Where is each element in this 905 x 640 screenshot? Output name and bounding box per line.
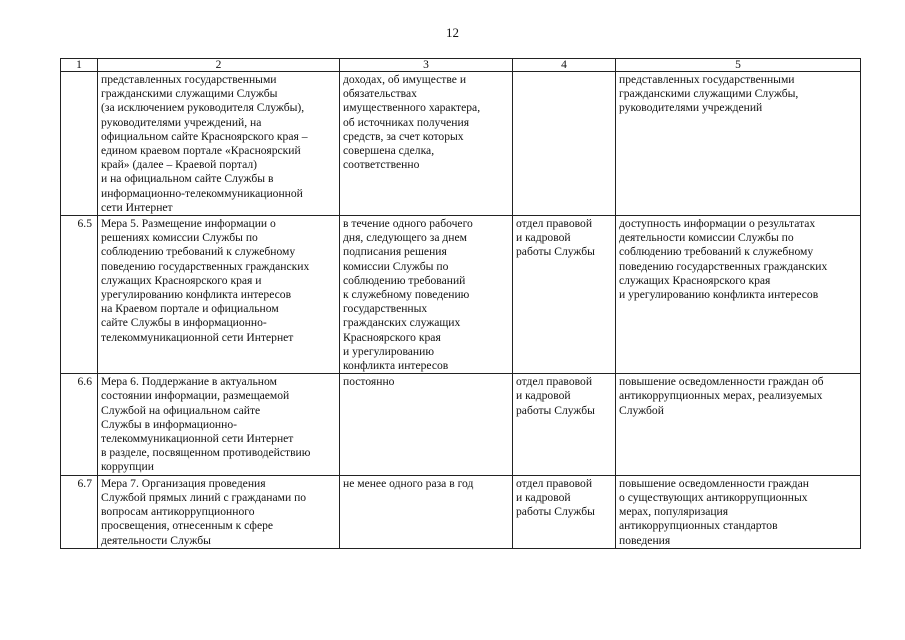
column-header-1: 1 bbox=[61, 59, 98, 72]
executor-cell: отдел правовой и кадровой работы Службы bbox=[513, 475, 616, 548]
row-number: 6.5 bbox=[61, 216, 98, 374]
table-row bbox=[61, 72, 861, 216]
term-cell: не менее одного раза в год bbox=[340, 475, 513, 548]
term-cell: доходах, об имуществе и обязательствах имущественного характера, об источниках получения средств, за счет которых совершена сделка, соответственно bbox=[340, 72, 513, 216]
result-cell: повышение осведомленности граждан об антикоррупционных мерах, реализуемых Службой bbox=[616, 374, 861, 475]
column-header-3: 3 bbox=[340, 59, 513, 72]
executor-cell bbox=[513, 72, 616, 216]
result-cell: представленных государственными гражданскими служащими Службы, руководителями учреждений bbox=[616, 72, 861, 216]
executor-cell: отдел правовой и кадровой работы Службы bbox=[513, 216, 616, 374]
measure-cell: представленных государственными гражданскими служащими Службы (за исключением руководителя Службы), руководителями учреждений, на официальном сайте Красноярского края – едином краевом портале «Красноярский край» (далее – Краевой портал) и на официальном сайте Службы в информационно-телекоммуникационной сети Интернет bbox=[98, 72, 340, 216]
term-cell: в течение одного рабочего дня, следующего за днем подписания решения комиссии Службы по соблюдению требований к служебному поведению государственных гражданских служащих Красноярского края и урегулированию конфликта интересов bbox=[340, 216, 513, 374]
term-cell: постоянно bbox=[340, 374, 513, 475]
table-row bbox=[61, 475, 861, 548]
measure-cell: Мера 7. Организация проведения Службой прямых линий с гражданами по вопросам антикоррупционного просвещения, отнесенным к сфере деятельности Службы bbox=[98, 475, 340, 548]
table-row bbox=[61, 216, 861, 374]
row-number bbox=[61, 72, 98, 216]
row-number: 6.6 bbox=[61, 374, 98, 475]
page-number: 12 bbox=[446, 25, 459, 40]
table-header-row bbox=[61, 59, 861, 72]
measure-cell: Мера 6. Поддержание в актуальном состоянии информации, размещаемой Службой на официальном сайте Службы в информационно- телекоммуникационной сети Интернет в разделе, посвященном противодействию коррупции bbox=[98, 374, 340, 475]
column-header-4: 4 bbox=[513, 59, 616, 72]
table-row bbox=[61, 374, 861, 475]
measure-cell: Мера 5. Размещение информации о решениях комиссии Службы по соблюдению требований к служебному поведению государственных гражданских служащих Красноярского края и урегулированию конфликта интересов на Краевом портале и официальном сайте Службы в информационно- телекоммуникационной сети Интернет bbox=[98, 216, 340, 374]
measures-table bbox=[60, 58, 861, 549]
executor-cell: отдел правовой и кадровой работы Службы bbox=[513, 374, 616, 475]
result-cell: повышение осведомленности граждан о существующих антикоррупционных мерах, популяризация антикоррупционных стандартов поведения bbox=[616, 475, 861, 548]
result-cell: доступность информации о результатах деятельности комиссии Службы по соблюдению требований к служебному поведению государственных гражданских служащих Красноярского края и урегулированию конфликта интересов bbox=[616, 216, 861, 374]
row-number: 6.7 bbox=[61, 475, 98, 548]
column-header-2: 2 bbox=[98, 59, 340, 72]
column-header-5: 5 bbox=[616, 59, 861, 72]
